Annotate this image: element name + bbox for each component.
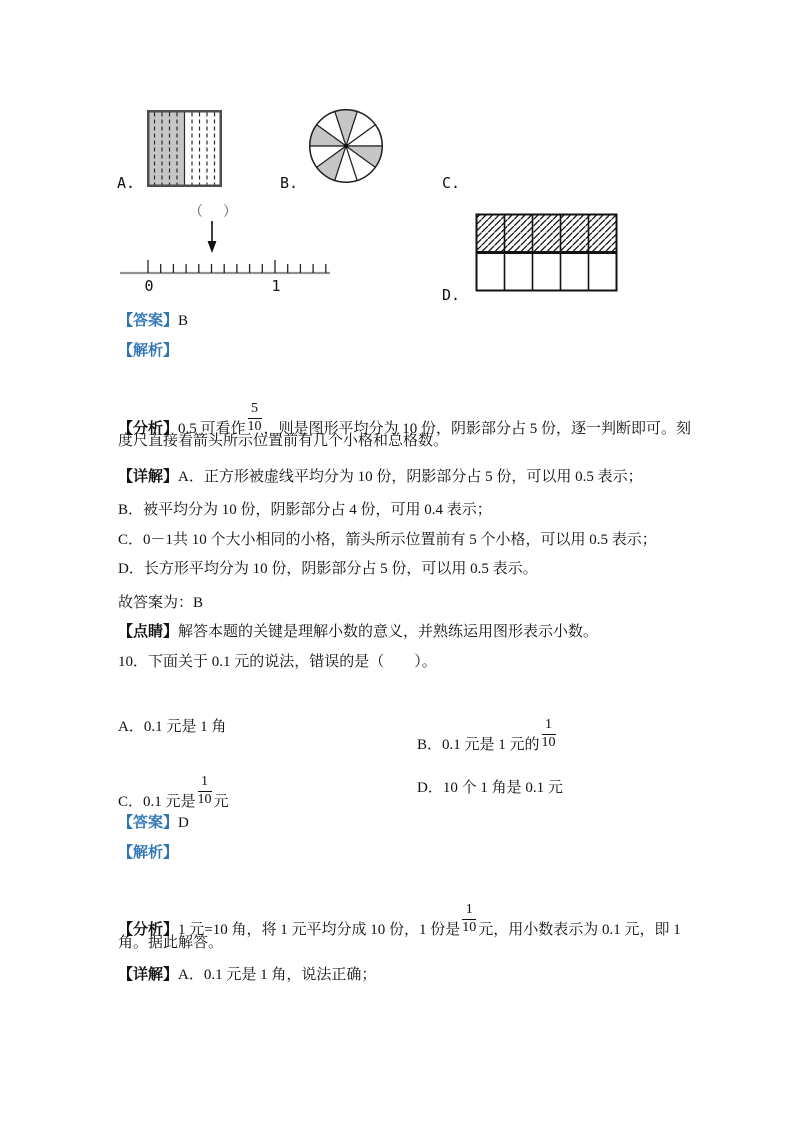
text-segment: 【答案】 [118, 815, 179, 831]
text-segment: 【详解】 [118, 469, 179, 485]
figure-c-label: C. [442, 174, 461, 192]
detail-q9-option-a [118, 468, 643, 487]
text-segment: 【答案】 [118, 313, 179, 329]
text-segment: D．长方形平均分为 10 份，阴影部分占 5 份，可以用 0.5 表示。 [118, 561, 538, 577]
fraction: $\frac{1}{10}$ [541, 717, 556, 750]
conclusion-q9 [118, 594, 203, 613]
question-10-option-d [417, 779, 563, 798]
text-segment: C．0－1共 10 个大小相同的小格，箭头所示位置前有 5 个小格，可以用 0.5 表示； [118, 532, 657, 548]
fraction: $\frac{1}{10}$ [462, 902, 477, 935]
text-segment: 【分析】 [118, 421, 179, 438]
text-segment: B．被平均分为 10 份，阴影部分占 4 份，可用 0.4 表示； [118, 502, 492, 518]
analysis-q10-line-2 [118, 934, 223, 953]
analysis-header-q9 [118, 342, 178, 361]
text-segment: 【解析】 [118, 845, 179, 861]
tip-q9 [118, 623, 598, 642]
analysis-header-q10 [118, 844, 178, 863]
text-segment: 角。据此解答。 [118, 935, 224, 951]
detail-q9-option-b [118, 501, 492, 520]
answer-blank-brackets: （ ） [189, 205, 240, 220]
text-segment: A．0.1 元是 1 角，说法正确； [178, 967, 377, 983]
text-segment: 【解析】 [118, 343, 179, 359]
figure-b-label: B. [280, 174, 299, 192]
text-segment: 度尺直接看箭头所示位置前有几个小格和总格数。 [118, 433, 449, 449]
figure-a-square-diagram [147, 110, 222, 187]
text-segment: 10．下面关于 0.1 元的说法，错误的是（ ）。 [118, 654, 437, 670]
text-segment: B．0.1 元是 1 元的 [417, 737, 540, 754]
figure-b-circle-diagram [308, 108, 384, 184]
text-segment: 元，用小数表示为 0.1 元，即 1 [478, 922, 681, 939]
text-segment: B [178, 313, 189, 329]
figure-c-number-line [118, 257, 333, 277]
text-segment: 【详解】 [118, 967, 179, 983]
text-segment: C．0.1 元是 [118, 794, 196, 811]
text-segment: A．0.1 元是 1 角 [118, 719, 227, 735]
text-segment: 1 元=10 角，将 1 元平均分成 10 份，1 份是 [178, 922, 461, 939]
text-segment: 解答本题的关键是理解小数的意义，并熟练运用图形表示小数。 [178, 624, 599, 640]
text-segment: D．10 个 1 角是 0.1 元 [417, 780, 563, 796]
answer-line-q10 [118, 814, 189, 833]
question-10-option-c [118, 775, 229, 812]
question-10-option-b [417, 718, 558, 755]
text-segment: 故答案为：B [118, 595, 204, 611]
detail-q9-option-d [118, 560, 538, 579]
fraction: $\frac{1}{10}$ [197, 774, 212, 807]
number-line-label-0: 0 [144, 277, 154, 295]
question-10-option-a [118, 718, 226, 737]
text-segment: A．正方形被虚线平均分为 10 份，阴影部分占 5 份，可以用 0.5 表示； [178, 469, 643, 485]
question-10-stem [118, 653, 437, 672]
text-segment: 【分析】 [118, 922, 179, 939]
number-line-label-1: 1 [271, 277, 281, 295]
text-segment: D [178, 815, 189, 831]
figure-d-label: D. [442, 286, 461, 304]
down-arrow-icon [204, 220, 220, 254]
detail-q10-option-a [118, 966, 376, 985]
fraction: $\frac{5}{10}$ [247, 401, 262, 434]
text-segment: ，则是图形平均分为 10 份，阴影部分占 5 份，逐一判断即可。刻 [263, 421, 692, 438]
figure-d-grid-diagram [475, 213, 618, 292]
text-segment: 元 [213, 794, 229, 811]
text-segment: 【点睛】 [118, 624, 179, 640]
text-segment: 0.5 可看作 [178, 421, 246, 438]
figure-a-label: A. [117, 174, 136, 192]
detail-q9-option-c [118, 531, 657, 550]
analysis-q9-line-2 [118, 432, 448, 451]
answer-line-q9 [118, 312, 188, 331]
